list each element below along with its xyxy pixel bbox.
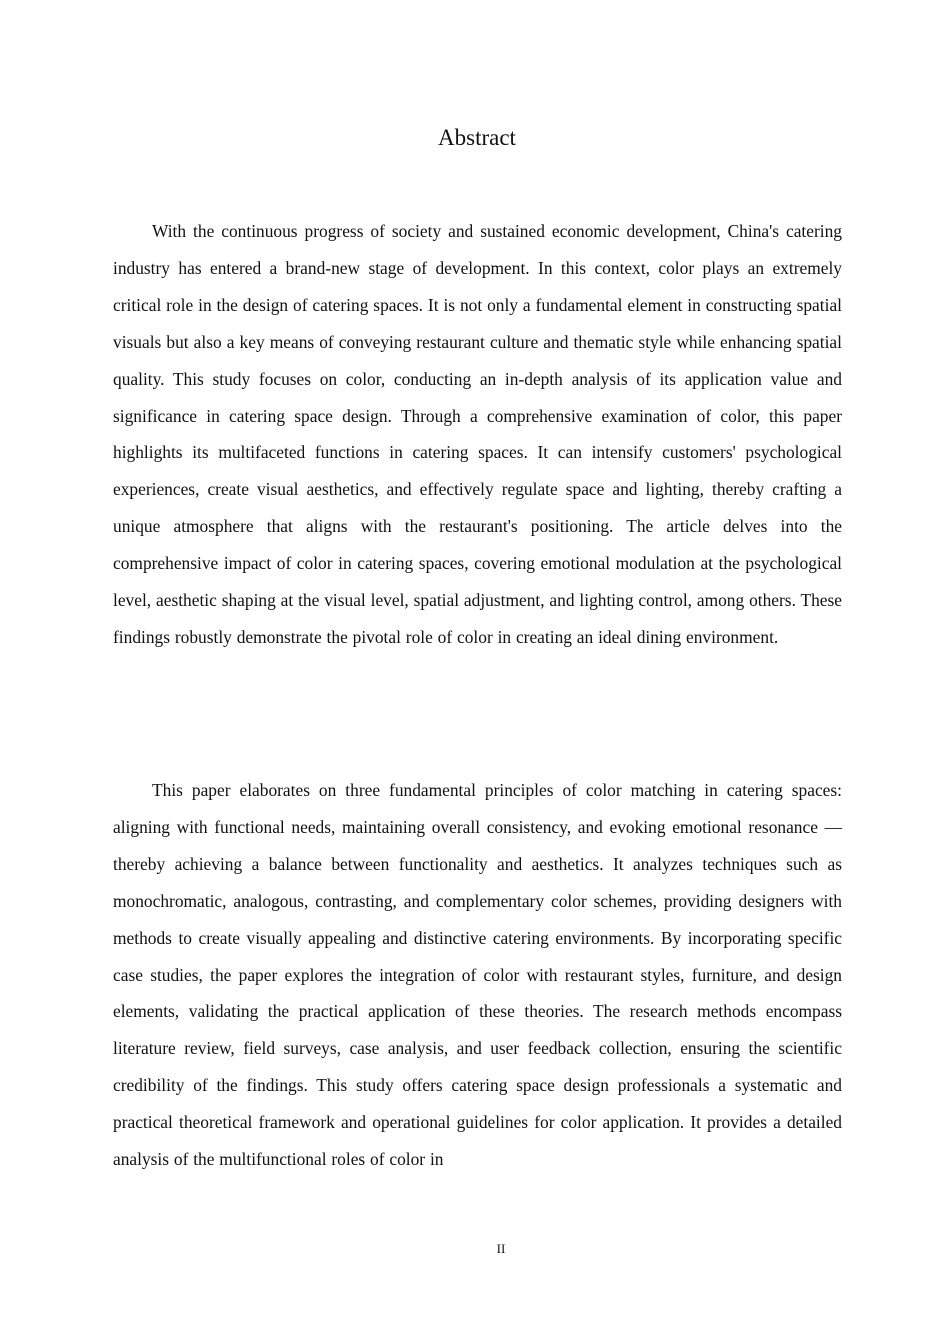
abstract-paragraph-1: With the continuous progress of society and sustained economic development, China's catering industry has entered a brand-new stage of development. In this context, color plays an extremely critical role in the design of catering spaces. It is not only a fundamental element in constructing spatial visuals but also a key means of conveying restaurant culture and thematic style while enhancing spatial quality. This study focuses on color, conducting an in-depth analysis of its application value and significance in catering space design. Through a comprehensive examination of color, this paper highlights its multifaceted functions in catering spaces. It can intensify customers' psychological experiences, create visual aesthetics, and effectively regulate space and lighting, thereby crafting a unique atmosphere that aligns with the restaurant's positioning. The article delves into the comprehensive impact of color in catering spaces, covering emotional modulation at the psychological level, aesthetic shaping at the visual level, spatial adjustment, and lighting control, among others. These findings robustly demonstrate the pivotal role of color in creating an ideal dining environment. — [113, 221, 842, 647]
page-title: Abstract — [438, 125, 516, 150]
page-number: II — [496, 1241, 506, 1256]
abstract-paragraph-2: This paper elaborates on three fundamental principles of color matching in catering spaces: aligning with functional needs, maintaining overall consistency, and evoking emotional resonance — thereby achieving a balance between functionality and aesthetics. It analyzes techniques such as monochromatic, analogous, contrasting, and complementary color schemes, providing designers with methods to create visually appealing and distinctive catering environments. By incorporating specific case studies, the paper explores the integration of color with restaurant styles, furniture, and design elements, validating the practical application of these theories. The research methods encompass literature review, field surveys, case analysis, and user feedback collection, ensuring the scientific credibility of the findings. This study offers catering space design professionals a systematic and practical theoretical framework and operational guidelines for color application. It provides a detailed analysis of the multifunctional roles of color in — [113, 780, 842, 1170]
